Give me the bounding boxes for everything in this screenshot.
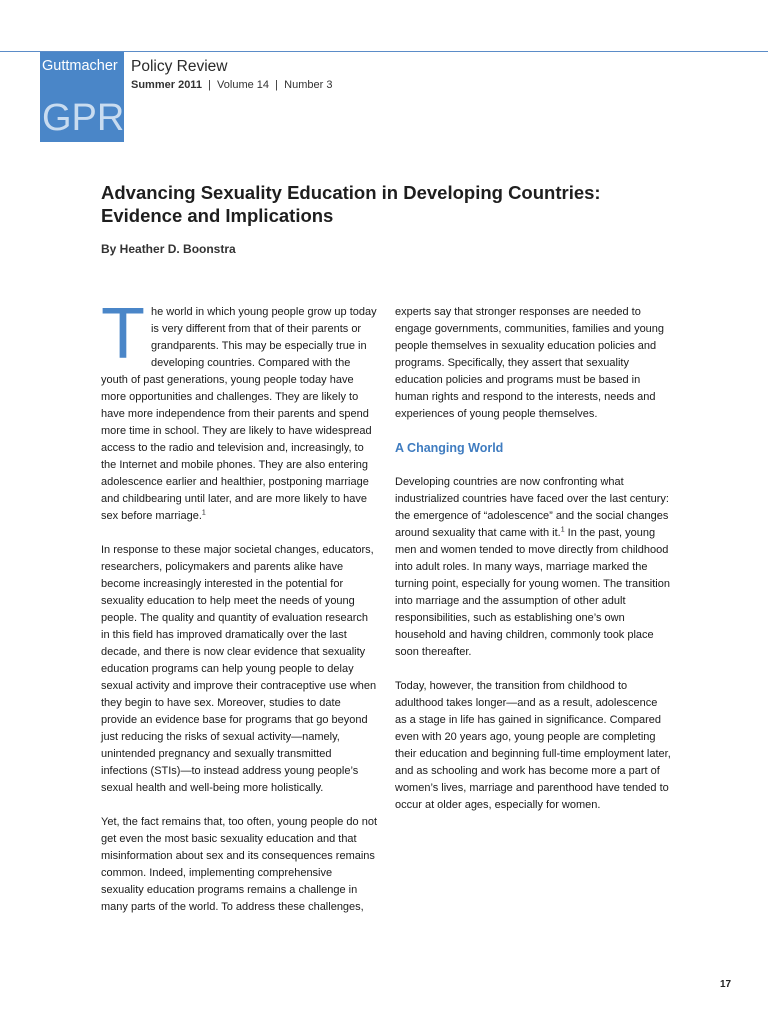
section-heading: A Changing World [395, 441, 504, 455]
issue-volume: Volume 14 [217, 79, 270, 91]
gpr-logo-letters: GPR [42, 97, 125, 139]
publication-name: Policy Review [131, 58, 228, 75]
issue-separator: | [208, 79, 211, 91]
article-title [101, 181, 701, 227]
gpr-logo-box [40, 52, 124, 142]
paragraph-text: he world in which young people grow up today is very different from that of their parents or grandparents. This may be especially true in developing countries. Compared with the youth of past generations, young people today have more opportunities and challenges. They are likely to have more independence from their parents and spend more time in school. They are likely to have widespread access to the radio and television and, increasingly, to the Internet and mobile phones. They are also entering adolescence earlier and healthier, postponing marriage and childbearing until later, and are more likely to have sex before marriage. [101, 306, 377, 522]
issue-number: Number 3 [284, 79, 333, 91]
brand-name: Guttmacher [42, 58, 118, 74]
page-number: 17 [720, 979, 732, 990]
column-left [101, 294, 378, 933]
issue-info [131, 78, 332, 92]
footnote-ref: 1 [201, 509, 206, 517]
issue-separator: | [275, 79, 279, 91]
issue-season: Summer 2011 [131, 79, 202, 91]
paragraph-text: In the past, young men and women tended to move directly from childhood into adult roles. In many ways, marriage marked the turning point, especially for young women. The transition into marriage and the assumption of other adult responsibilities, such as establishing one’s own household and having children, commonly took place soon thereafter. [395, 527, 670, 658]
byline: By Heather D. Boonstra [101, 242, 236, 256]
paragraph: Yet, the fact remains that, too often, young people do not get even the most basic sexuality education and that misinformation about sex and its consequences remains common. Indeed, implementing comprehensive sexuality education programs remains a challenge in many parts of the world. To address these challenges, [101, 816, 378, 913]
article-title-line1: Advancing Sexuality Education in Developing Countries: [101, 182, 601, 203]
article-title-line2: Evidence and Implications [101, 205, 334, 226]
paragraph: In response to these major societal changes, educators, researchers, policymakers and parents alike have become increasingly interested in the potential for sexuality education to help meet the needs of young people. The quality and quantity of evaluation research in this field has improved dramatically over the last decade, and there is now clear evidence that sexuality education programs can help young people to delay sexual activity and improve their contraceptive use when they begin to have sex. Moreover, studies to date provide an evidence base for programs that go beyond just reducing the risks of sexual activity—namely, unintended pregnancy and sexually transmitted infections (STIs)—to instead address young people’s sexual health and well-being more holistically. [101, 544, 377, 794]
footnote-ref: 1 [560, 526, 565, 534]
paragraph-continued: experts say that stronger responses are needed to engage governments, communities, families and young people themselves in sexuality education policies and programs. Specifically, they assert that sexuality education policies and programs must be based in human rights and respond to the interests, needs and experiences of young people themselves. [395, 306, 665, 420]
paragraph [395, 474, 671, 661]
paragraph [101, 294, 377, 525]
paragraph-text: Developing countries are now confronting what industrialized countries have faced over the last century: the emergence of “adolescence” and the social changes around sexuality that came with it. [395, 476, 669, 539]
drop-cap: T [101, 294, 145, 374]
paragraph: Today, however, the transition from childhood to adulthood takes longer—and as a result, adolescence as a stage in life has gained in significance. Compared even with 20 years ago, young people are completing their education and beginning full-time employment later, and as schooling and work has become more a part of women’s lives, marriage and parenthood have tended to occur at older ages, especially for women. [395, 680, 671, 811]
column-right [395, 304, 671, 831]
